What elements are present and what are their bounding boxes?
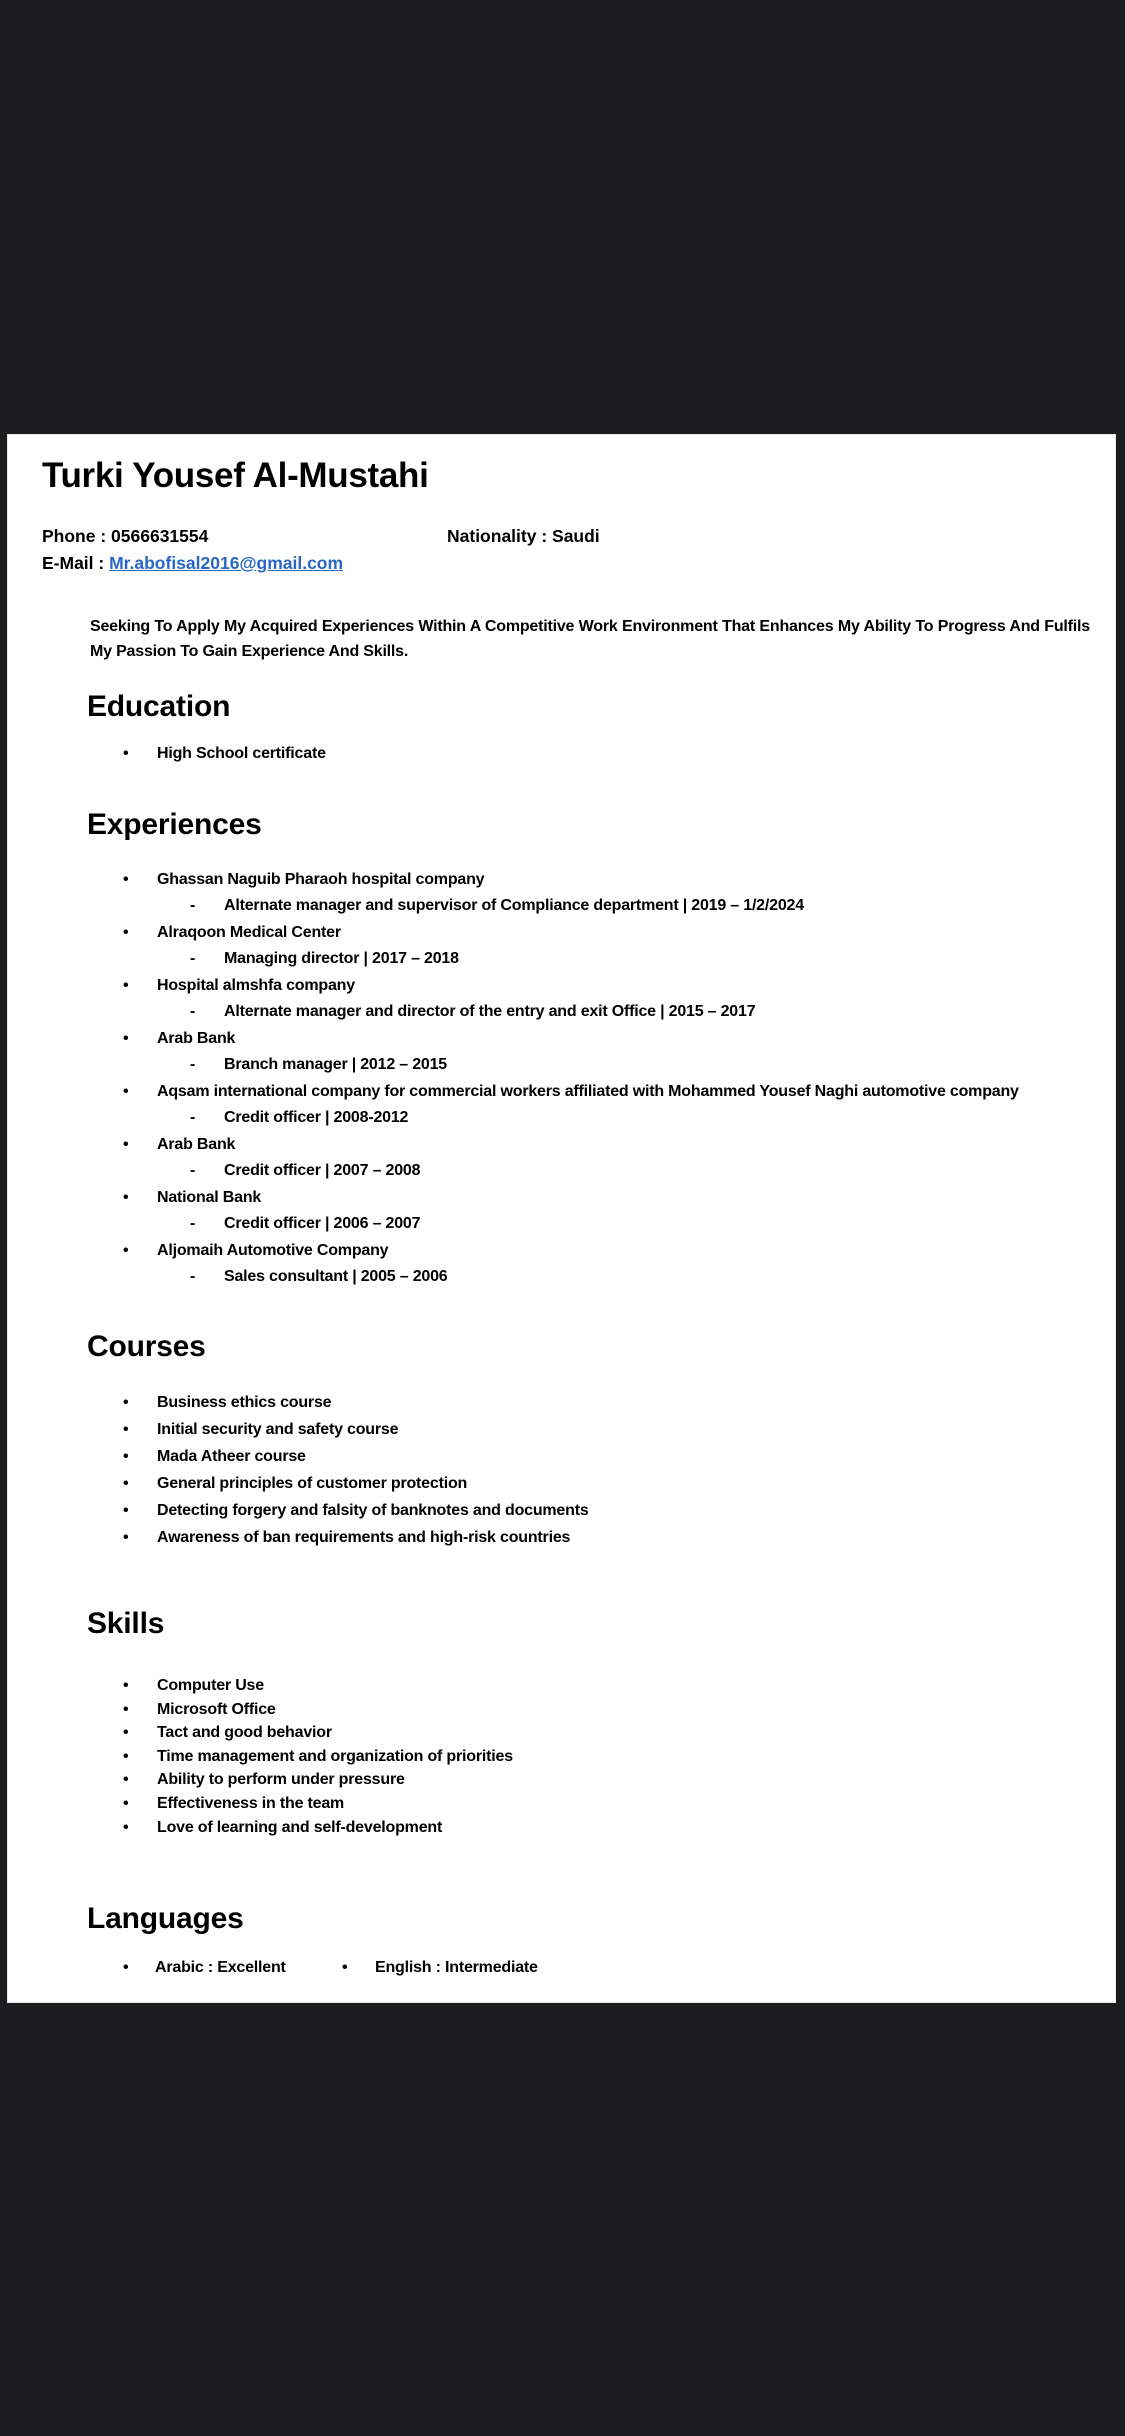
courses-heading: Courses xyxy=(87,1330,206,1363)
languages-heading: Languages xyxy=(87,1902,244,1935)
dash-icon: - xyxy=(190,950,196,967)
role-text: Alternate manager and supervisor of Compliance department | 2019 – 1/2/2024 xyxy=(224,897,804,914)
bullet-icon: • xyxy=(123,1030,129,1047)
item-text: High School certificate xyxy=(157,745,326,762)
item-text: Love of learning and self-development xyxy=(157,1818,443,1836)
bullet-icon: • xyxy=(123,1242,129,1259)
bullet-icon: • xyxy=(123,1818,129,1836)
bullet-icon: • xyxy=(123,1475,129,1492)
item-text: Business ethics course xyxy=(157,1394,332,1411)
role-text: Managing director | 2017 – 2018 xyxy=(224,950,459,967)
bullet-icon: • xyxy=(123,1502,129,1519)
item-text: Tact and good behavior xyxy=(157,1724,332,1742)
bullet-icon: • xyxy=(123,1747,129,1765)
education-heading: Education xyxy=(87,690,231,723)
objective-statement: Seeking To Apply My Acquired Experiences Within A Competitive Work Environment That Enhances My Ability To Progress And Fulfils My Passion To Gain Experience And Skills. xyxy=(90,618,1090,660)
role-text: Alternate manager and director of the entry and exit Office | 2015 – 2017 xyxy=(224,1003,756,1020)
phone-value: 0566631554 xyxy=(111,526,209,546)
item-text: Aqsam international company for commercial workers affiliated with Mohammed Yousef Naghi automotive company xyxy=(157,1083,1019,1100)
bullet-icon: • xyxy=(123,1771,129,1789)
bullet-icon: • xyxy=(123,1959,129,1976)
resume-page xyxy=(7,434,1116,2003)
bullet-icon: • xyxy=(123,1795,129,1812)
bullet-icon: • xyxy=(123,1700,129,1718)
nationality-line xyxy=(447,526,600,547)
bullet-icon: • xyxy=(123,977,129,994)
dash-icon: - xyxy=(190,897,196,914)
item-text: Hospital almshfa company xyxy=(157,977,355,994)
item-text: Aljomaih Automotive Company xyxy=(157,1242,389,1259)
item-text: Computer Use xyxy=(157,1677,264,1694)
item-text: Ghassan Naguib Pharaoh hospital company xyxy=(157,871,485,888)
bullet-icon: • xyxy=(123,1136,129,1153)
item-text: English : Intermediate xyxy=(375,1959,538,1976)
candidate-name: Turki Yousef Al-Mustahi xyxy=(42,456,429,495)
bullet-icon: • xyxy=(123,1189,129,1206)
bullet-icon: • xyxy=(123,745,129,762)
dash-icon: - xyxy=(190,1215,196,1232)
bullet-icon: • xyxy=(123,1529,129,1546)
item-text: Arab Bank xyxy=(157,1136,236,1153)
item-text: Effectiveness in the team xyxy=(157,1795,345,1812)
dash-icon: - xyxy=(190,1268,196,1285)
dash-icon: - xyxy=(190,1109,196,1126)
nationality-value: Saudi xyxy=(552,526,600,546)
dash-icon: - xyxy=(190,1056,196,1073)
email-link[interactable]: Mr.abofisal2016@gmail.com xyxy=(109,553,344,573)
experiences-heading: Experiences xyxy=(87,808,262,841)
item-text: Time management and organization of priorities xyxy=(157,1747,513,1765)
item-text: Microsoft Office xyxy=(157,1700,276,1718)
email-label: E-Mail : xyxy=(42,553,110,573)
role-text: Credit officer | 2006 – 2007 xyxy=(224,1215,421,1232)
item-text: Initial security and safety course xyxy=(157,1421,399,1438)
dash-icon: - xyxy=(190,1003,196,1020)
item-text: General principles of customer protection xyxy=(157,1475,468,1492)
bullet-icon: • xyxy=(123,1448,129,1465)
item-text: Ability to perform under pressure xyxy=(157,1771,405,1789)
nationality-label: Nationality : xyxy=(447,526,553,546)
bullet-icon: • xyxy=(123,1421,129,1438)
item-text: Arab Bank xyxy=(157,1030,236,1047)
item-text: Detecting forgery and falsity of banknotes and documents xyxy=(157,1502,589,1519)
item-text: Arabic : Excellent xyxy=(155,1959,286,1976)
role-text: Credit officer | 2007 – 2008 xyxy=(224,1162,421,1179)
bullet-icon: • xyxy=(123,1724,129,1742)
role-text: Sales consultant | 2005 – 2006 xyxy=(224,1268,448,1285)
skills-heading: Skills xyxy=(87,1607,165,1640)
bullet-icon: • xyxy=(123,1677,129,1694)
bullet-icon: • xyxy=(123,1083,129,1100)
item-text: Awareness of ban requirements and high-risk countries xyxy=(157,1529,571,1546)
email-line xyxy=(42,553,343,574)
bullet-icon: • xyxy=(342,1959,348,1976)
dash-icon: - xyxy=(190,1162,196,1179)
role-text: Credit officer | 2008-2012 xyxy=(224,1109,409,1126)
phone-label: Phone : xyxy=(42,526,112,546)
bullet-icon: • xyxy=(123,924,129,941)
role-text: Branch manager | 2012 – 2015 xyxy=(224,1056,448,1073)
item-text: Mada Atheer course xyxy=(157,1448,306,1465)
phone-line xyxy=(42,526,208,547)
item-text: National Bank xyxy=(157,1189,262,1206)
item-text: Alraqoon Medical Center xyxy=(157,924,341,941)
bullet-icon: • xyxy=(123,871,129,888)
bullet-icon: • xyxy=(123,1394,129,1411)
